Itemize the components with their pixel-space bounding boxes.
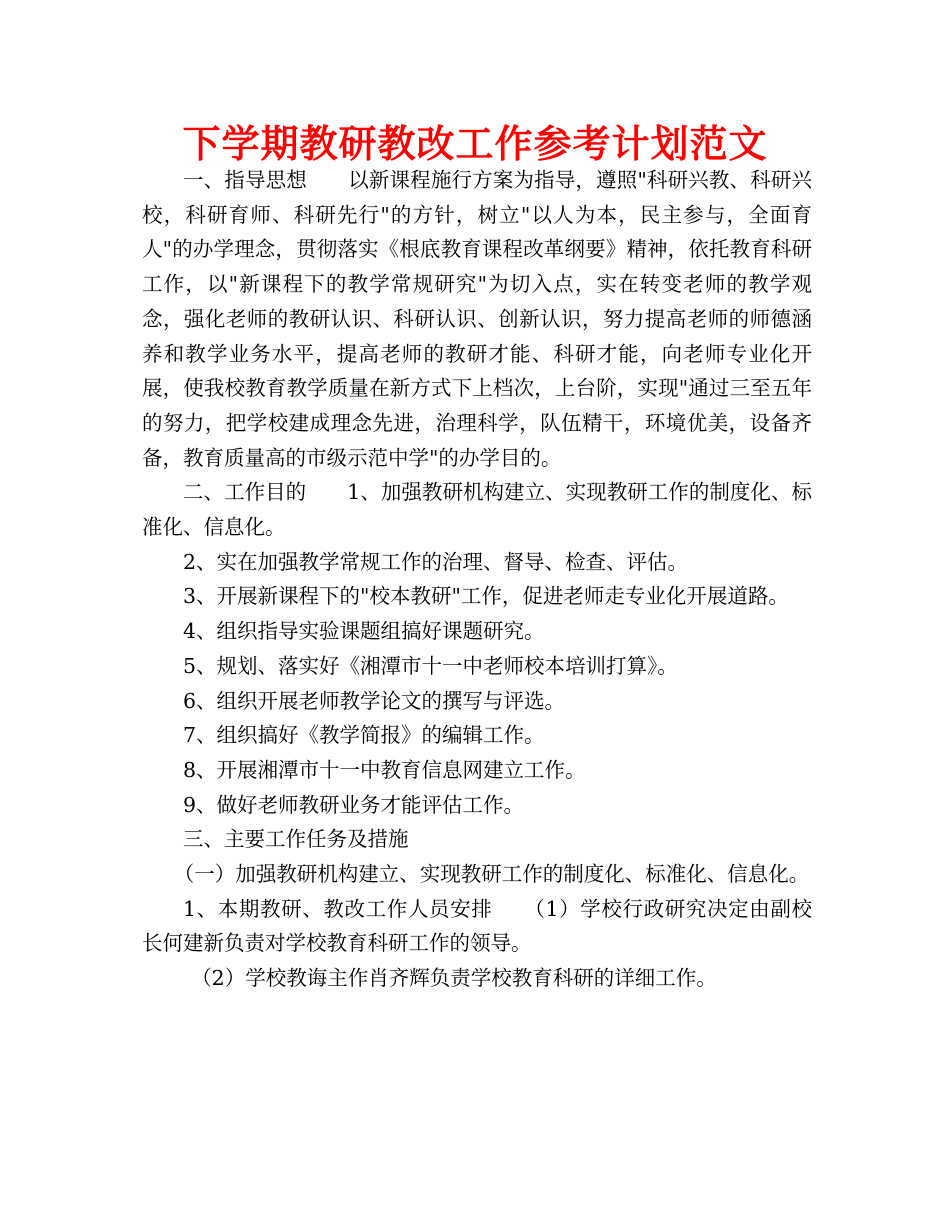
paragraph-goal-3: 3、开展新课程下的"校本教研"工作，促进老师走专业化开展道路。: [183, 584, 789, 609]
paragraph-staff-arrangement: 1、本期教研、教改工作人员安排 （1）学校行政研究决定由副校长何建新负责对学校教育科研工作的领导。: [142, 896, 812, 956]
paragraph-guiding-ideology: 一、指导思想 以新课程施行方案为指导，遵照"科研兴教、科研兴校，科研育师、科研先行"的方针，树立"以人为本，民主参与，全面育人"的办学理念，贯彻落实《根底教育课程改革纲要》精神，依托教育科研工作，以"新课程下的教学常规研究"为切入点，实在转变老师的教学观念，强化老师的教研认识、科研认识、创新认识，努力提高老师的师德涵养和教学业务水平，提高老师的教研才能、科研才能，向老师专业化开展，使我校教育教学质量在新方式下上档次，上台阶，实现"通过三至五年的努力，把学校建成理念先进，治理科学，队伍精干，环境优美，设备齐备，教育质量高的市级示范中学"的办学目的。: [142, 168, 812, 470]
document-body: [142, 163, 812, 996]
paragraph-staff-item-2: （2）学校教诲主作肖齐辉负责学校教育科研的详细工作。: [191, 966, 717, 991]
paragraph-goal-6: 6、组织开展老师教学论文的撰写与评选。: [183, 688, 566, 713]
paragraph-goal-7: 7、组织搞好《教学简报》的编辑工作。: [183, 723, 545, 748]
paragraph-goal-9: 9、做好老师教研业务才能评估工作。: [183, 792, 525, 817]
document-title: 下学期教研教改工作参考计划范文: [182, 122, 768, 166]
paragraph-goal-8: 8、开展湘潭市十一中教育信息网建立工作。: [183, 757, 586, 782]
paragraph-goal-4: 4、组织指导实验课题组搞好课题研究。: [183, 619, 545, 644]
paragraph-section-3-heading: 三、主要工作任务及措施: [183, 827, 409, 852]
paragraph-goal-2: 2、实在加强教学常规工作的治理、督导、检查、评估。: [183, 549, 689, 574]
paragraph-goal-5: 5、规划、落实好《湘潭市十一中老师校本培训打算》。: [183, 653, 678, 678]
paragraph-subsection-1: （一）加强教研机构建立、实现教研工作的制度化、标准化、信息化。: [173, 862, 810, 887]
paragraph-work-goals: 二、工作目的 1、加强教研机构建立、实现教研工作的制度化、标准化、信息化。: [142, 480, 812, 540]
